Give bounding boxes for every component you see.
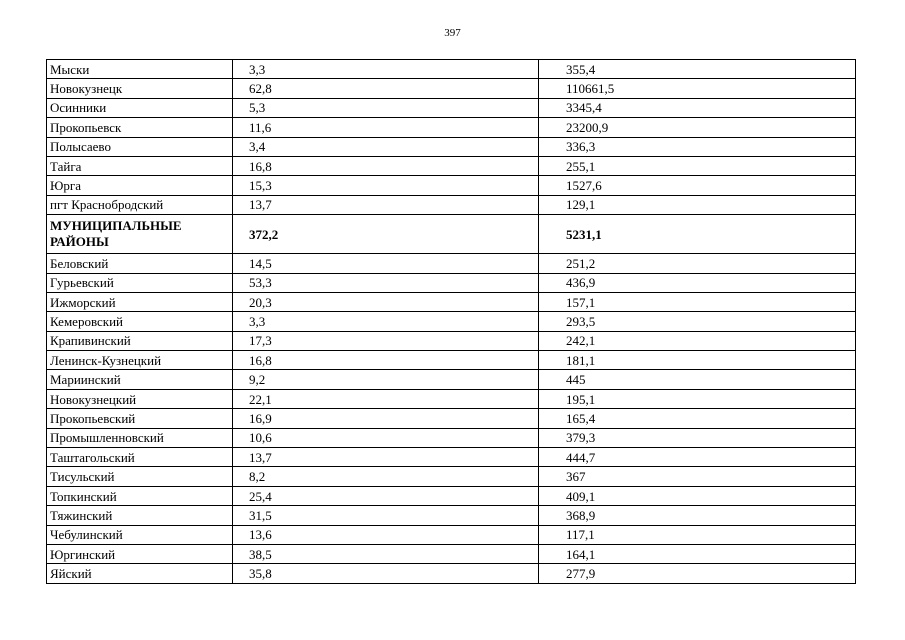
row-value-1: 11,6 (233, 118, 539, 137)
row-name: Осинники (47, 98, 233, 117)
table-row (47, 98, 856, 117)
row-value-2: 195,1 (539, 389, 856, 408)
table-row (47, 370, 856, 389)
row-name: Прокопьевский (47, 409, 233, 428)
row-value-2: 445 (539, 370, 856, 389)
row-value-1: 22,1 (233, 389, 539, 408)
row-value-1: 38,5 (233, 544, 539, 563)
row-name: Юрга (47, 176, 233, 195)
table-body-bottom (47, 254, 856, 584)
row-name: Ижморский (47, 292, 233, 311)
row-name: Гурьевский (47, 273, 233, 292)
table-row (47, 448, 856, 467)
row-value-2: 436,9 (539, 273, 856, 292)
table-row (47, 176, 856, 195)
row-name: Ленинск-Кузнецкий (47, 351, 233, 370)
row-value-2: 117,1 (539, 525, 856, 544)
row-name: Промышленновский (47, 428, 233, 447)
row-name: Новокузнецк (47, 79, 233, 98)
section-value-1: 372,2 (233, 215, 539, 254)
row-value-2: 3345,4 (539, 98, 856, 117)
row-value-2: 1527,6 (539, 176, 856, 195)
row-name: Беловский (47, 254, 233, 273)
table-row (47, 60, 856, 79)
row-name: Новокузнецкий (47, 389, 233, 408)
row-value-1: 20,3 (233, 292, 539, 311)
row-value-2: 110661,5 (539, 79, 856, 98)
row-value-2: 379,3 (539, 428, 856, 447)
row-value-1: 3,3 (233, 60, 539, 79)
row-name: Мыски (47, 60, 233, 79)
row-value-2: 368,9 (539, 506, 856, 525)
table-row (47, 389, 856, 408)
row-value-2: 242,1 (539, 331, 856, 350)
row-value-1: 17,3 (233, 331, 539, 350)
row-value-1: 13,7 (233, 448, 539, 467)
row-value-1: 16,8 (233, 351, 539, 370)
row-name: Юргинский (47, 544, 233, 563)
row-value-2: 251,2 (539, 254, 856, 273)
row-value-2: 355,4 (539, 60, 856, 79)
table-row (47, 273, 856, 292)
table-row (47, 312, 856, 331)
row-value-2: 367 (539, 467, 856, 486)
row-value-2: 23200,9 (539, 118, 856, 137)
row-value-1: 5,3 (233, 98, 539, 117)
row-name: Тяжинский (47, 506, 233, 525)
table-row (47, 137, 856, 156)
row-value-2: 164,1 (539, 544, 856, 563)
row-value-2: 181,1 (539, 351, 856, 370)
row-name: Тайга (47, 156, 233, 175)
table-row (47, 564, 856, 583)
row-name: Полысаево (47, 137, 233, 156)
table-row (47, 156, 856, 175)
table-row (47, 467, 856, 486)
row-value-2: 277,9 (539, 564, 856, 583)
table-row (47, 292, 856, 311)
row-value-2: 444,7 (539, 448, 856, 467)
section-name: МУНИЦИПАЛЬНЫЕ РАЙОНЫ (47, 215, 233, 254)
row-value-2: 255,1 (539, 156, 856, 175)
table-row (47, 254, 856, 273)
row-name: Таштагольский (47, 448, 233, 467)
row-name: Кемеровский (47, 312, 233, 331)
row-value-2: 409,1 (539, 486, 856, 505)
table-row (47, 195, 856, 214)
table-row (47, 486, 856, 505)
table-row (47, 351, 856, 370)
row-name: Мариинский (47, 370, 233, 389)
row-value-1: 16,8 (233, 156, 539, 175)
row-value-1: 35,8 (233, 564, 539, 583)
row-value-1: 13,6 (233, 525, 539, 544)
row-value-1: 53,3 (233, 273, 539, 292)
data-table (46, 59, 856, 584)
row-value-2: 336,3 (539, 137, 856, 156)
row-value-1: 16,9 (233, 409, 539, 428)
table-body-top (47, 60, 856, 215)
row-value-1: 14,5 (233, 254, 539, 273)
row-value-2: 129,1 (539, 195, 856, 214)
table-row (47, 331, 856, 350)
row-name: Тисульский (47, 467, 233, 486)
row-name: Крапивинский (47, 331, 233, 350)
row-value-1: 3,4 (233, 137, 539, 156)
table-row (47, 118, 856, 137)
row-value-2: 293,5 (539, 312, 856, 331)
table-row (47, 79, 856, 98)
section-row (47, 215, 856, 254)
table-row (47, 506, 856, 525)
table-row (47, 409, 856, 428)
row-value-1: 15,3 (233, 176, 539, 195)
row-value-1: 10,6 (233, 428, 539, 447)
row-name: Чебулинский (47, 525, 233, 544)
table-body-section (47, 215, 856, 254)
table-row (47, 428, 856, 447)
page-number: 397 (444, 27, 461, 39)
row-value-1: 31,5 (233, 506, 539, 525)
row-name: Яйский (47, 564, 233, 583)
row-value-2: 165,4 (539, 409, 856, 428)
row-name: пгт Краснобродский (47, 195, 233, 214)
section-value-2: 5231,1 (539, 215, 856, 254)
row-name: Топкинский (47, 486, 233, 505)
table-row (47, 525, 856, 544)
row-value-1: 25,4 (233, 486, 539, 505)
row-value-1: 9,2 (233, 370, 539, 389)
row-name: Прокопьевск (47, 118, 233, 137)
row-value-1: 13,7 (233, 195, 539, 214)
row-value-1: 62,8 (233, 79, 539, 98)
row-value-1: 8,2 (233, 467, 539, 486)
row-value-1: 3,3 (233, 312, 539, 331)
row-value-2: 157,1 (539, 292, 856, 311)
table-row (47, 544, 856, 563)
